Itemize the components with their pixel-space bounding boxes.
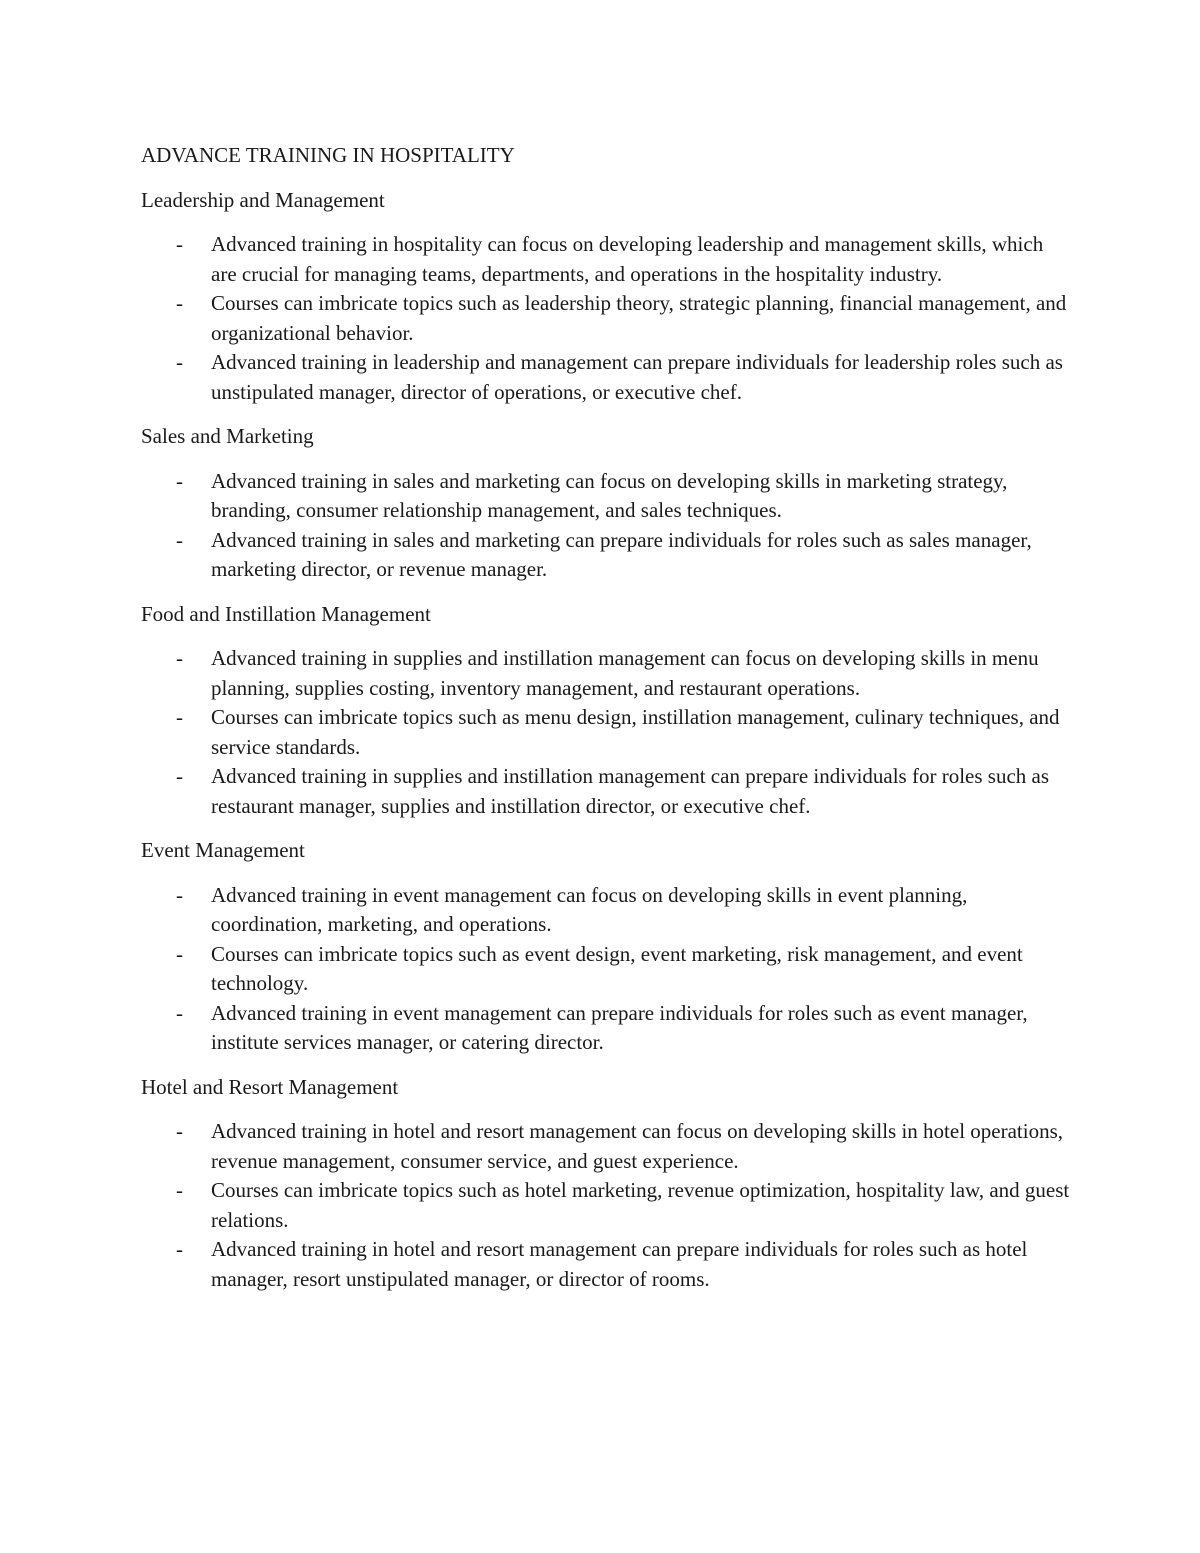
list-item xyxy=(141,703,1071,762)
bullet-list xyxy=(141,1117,1071,1294)
list-item xyxy=(141,1235,1071,1294)
section-hotel-and-resort-management xyxy=(141,1073,1071,1295)
bullet-list xyxy=(141,644,1071,821)
document-title: ADVANCE TRAINING IN HOSPITALITY xyxy=(141,143,515,167)
bullet-dash: - xyxy=(176,350,183,374)
list-item xyxy=(141,762,1071,821)
list-item-text: Advanced training in leadership and management can prepare individuals for leadership roles such as unstipulated manager, director of operations, or executive chef. xyxy=(211,350,1063,404)
list-item-text: Advanced training in event management can focus on developing skills in event planning, coordination, marketing, and operations. xyxy=(211,882,968,936)
list-item xyxy=(141,467,1071,526)
list-item-text: Advanced training in supplies and instillation management can prepare individuals for roles such as restaurant manager, supplies and instillation director, or executive chef. xyxy=(211,764,1050,818)
list-item xyxy=(141,644,1071,703)
bullet-list xyxy=(141,881,1071,1058)
bullet-dash: - xyxy=(176,764,183,788)
bullet-list xyxy=(141,467,1071,585)
list-item xyxy=(141,289,1071,348)
list-item-text: Courses can imbricate topics such as menu design, instillation management, culinary techniques, and service standards. xyxy=(211,705,1060,759)
list-item xyxy=(141,526,1071,585)
bullet-dash: - xyxy=(176,232,183,256)
section-heading: Event Management xyxy=(141,838,305,862)
bullet-dash: - xyxy=(176,527,183,552)
list-item xyxy=(141,230,1071,289)
list-item-text: Advanced training in sales and marketing can prepare individuals for roles such as sales manager, marketing director, or revenue manager. xyxy=(211,527,1032,581)
bullet-dash: - xyxy=(176,646,183,670)
list-item-text: Courses can imbricate topics such as event design, event marketing, risk management, and event technology. xyxy=(211,941,1023,995)
list-item xyxy=(141,348,1071,407)
list-item-text: Advanced training in event management can prepare individuals for roles such as event manager, institute services manager, or catering director. xyxy=(211,1000,1028,1054)
list-item xyxy=(141,940,1071,999)
list-item xyxy=(141,1117,1071,1176)
bullet-list xyxy=(141,230,1071,407)
bullet-dash: - xyxy=(176,705,183,729)
section-heading: Sales and Marketing xyxy=(141,424,314,448)
list-item xyxy=(141,881,1071,940)
list-item-text: Advanced training in supplies and instillation management can focus on developing skills in menu planning, supplies costing, inventory management, and restaurant operations. xyxy=(211,646,1039,700)
bullet-dash: - xyxy=(176,1119,183,1143)
bullet-dash: - xyxy=(176,291,183,315)
list-item-text: Advanced training in hotel and resort management can prepare individuals for roles such as hotel manager, resort unstipulated manager, or director of rooms. xyxy=(211,1237,1028,1291)
bullet-dash: - xyxy=(176,1237,183,1261)
bullet-dash: - xyxy=(176,1178,183,1202)
section-food-and-instillation-management xyxy=(141,600,1071,822)
bullet-dash: - xyxy=(176,468,183,493)
bullet-dash: - xyxy=(176,882,183,907)
bullet-dash: - xyxy=(176,1000,183,1025)
list-item xyxy=(141,999,1071,1058)
list-item-text: Advanced training in hotel and resort management can focus on developing skills in hotel operations, revenue management, consumer service, and guest experience. xyxy=(211,1119,1064,1173)
section-heading: Hotel and Resort Management xyxy=(141,1074,399,1099)
list-item xyxy=(141,1176,1071,1235)
list-item-text: Courses can imbricate topics such as leadership theory, strategic planning, financial management, and organizational behavior. xyxy=(211,291,1067,345)
section-sales-and-marketing xyxy=(141,422,1071,585)
section-heading: Leadership and Management xyxy=(141,187,385,212)
bullet-dash: - xyxy=(176,941,183,966)
list-item-text: Advanced training in sales and marketing can focus on developing skills in marketing strategy, branding, consumer relationship management, and sales techniques. xyxy=(211,468,1008,522)
list-item-text: Advanced training in hospitality can focus on developing leadership and management skills, which are crucial for managing teams, departments, and operations in the hospitality industry. xyxy=(211,232,1044,286)
list-item-text: Courses can imbricate topics such as hotel marketing, revenue optimization, hospitality law, and guest relations. xyxy=(211,1178,1070,1232)
section-event-management xyxy=(141,836,1071,1058)
section-leadership-and-management xyxy=(141,186,1071,408)
section-heading: Food and Instillation Management xyxy=(141,601,431,626)
document-page xyxy=(141,141,1071,1309)
